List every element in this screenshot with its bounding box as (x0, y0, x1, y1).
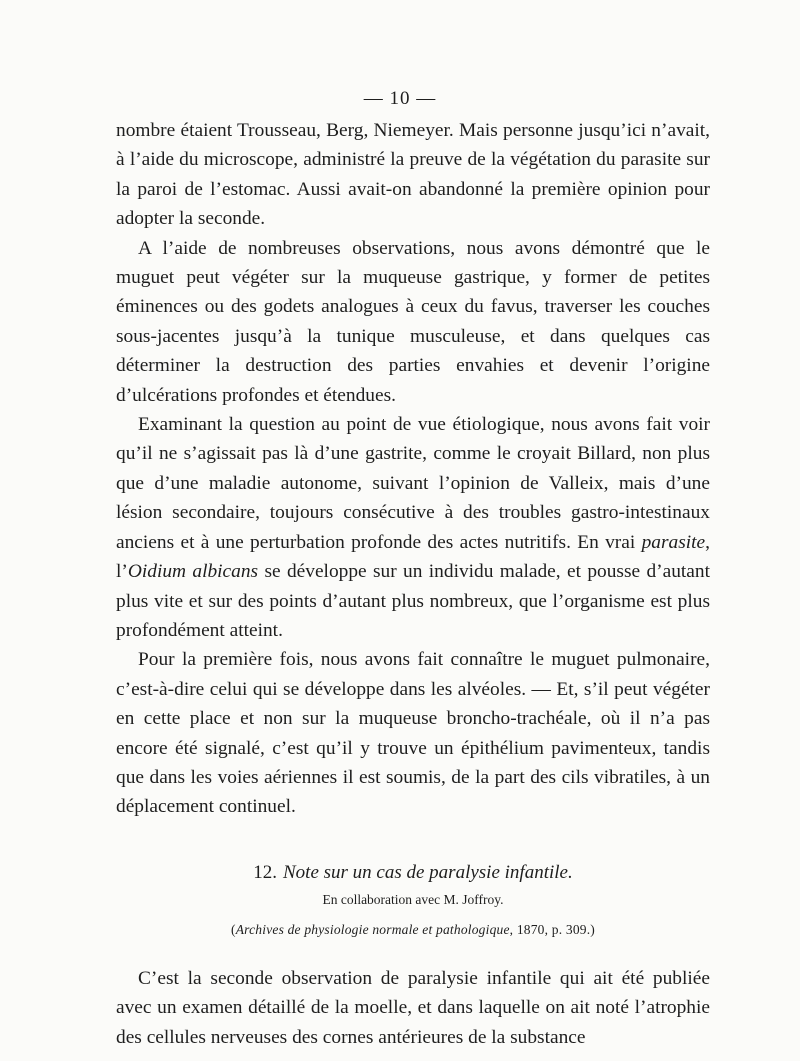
source-open: ( (231, 921, 236, 937)
paragraph-3-text-a: Examinant la question au point de vue étiologique, nous avons fait voir qu’il ne s’agissait pas là d’une gastrite, comme le croyait Billard, non plus que d’une maladie autonome, suivant l’opinion de Valleix, mais d’une lésion secondaire, toujours consécutive à des troubles gastro-intestinaux anciens et à une perturbation profonde des actes nutritifs. En vrai (116, 414, 710, 553)
oidium-albicans-term: Oidium albicans (127, 561, 259, 583)
paragraph-3 (116, 410, 710, 645)
paragraph-4: Pour la première fois, nous avons fait connaître le muguet pulmonaire, c’est-à-dire celui qui se développe dans les alvéoles. — Et, s’il peut végéter en cette place et non sur la muqueuse broncho-trachéale, où il n’a pas encore été signalé, c’est qu’il y trouve un épithélium pavimenteux, tandis que dans les voies aériennes il est soumis, de la part des cils vibratiles, à un déplacement continuel. (116, 649, 710, 818)
section-title-text: Note sur un cas de paralysie infantile. (283, 861, 573, 883)
parasite-term: parasite (641, 531, 706, 553)
section-12-header (116, 862, 710, 938)
source-journal: Archives de physiologie normale et pathologique (235, 921, 510, 937)
source-rest: , 1870, p. 309.) (509, 921, 595, 937)
paragraph-3-text-b: se développe sur un individu malade, et pousse d’autant plus vite et sur des points d’autant plus nombreux, que l’organisme est plus profondément atteint. (116, 561, 710, 641)
section-number: 12. (253, 861, 277, 883)
collaboration-note: En collaboration avec M. Joffroy. (322, 891, 504, 907)
page-number: — 10 — (363, 88, 437, 109)
paragraph-1: nombre étaient Trousseau, Berg, Niemeyer. Mais personne jusqu’ici n’avait, à l’aide du microscope, administré la preuve de la végétation du parasite sur la paroi de l’estomac. Aussi avait-on abandonné la première opinion pour adopter la seconde. (116, 120, 710, 230)
paragraph-3-comma: , l’ (116, 531, 710, 583)
paragraph-2: A l’aide de nombreuses observations, nous avons démontré que le muguet peut végéter sur la muqueuse gastrique, y former de petites éminences ou des godets analogues à ceux du favus, traverser les couches sous-jacentes jusqu’à la tunique musculeuse, et dans quelques cas déterminer la destruction des parties envahies et devenir l’origine d’ulcérations profondes et étendues. (116, 237, 710, 406)
source-citation (116, 922, 710, 938)
section-title (116, 862, 710, 884)
section-12-paragraph: C’est la seconde observation de paralysie infantile qui ait été publiée avec un examen détaillé de la moelle, et dans laquelle on ait noté l’atrophie des cellules nerveuses des cornes antérieures de la substance (116, 967, 710, 1048)
page-body (116, 116, 710, 1052)
